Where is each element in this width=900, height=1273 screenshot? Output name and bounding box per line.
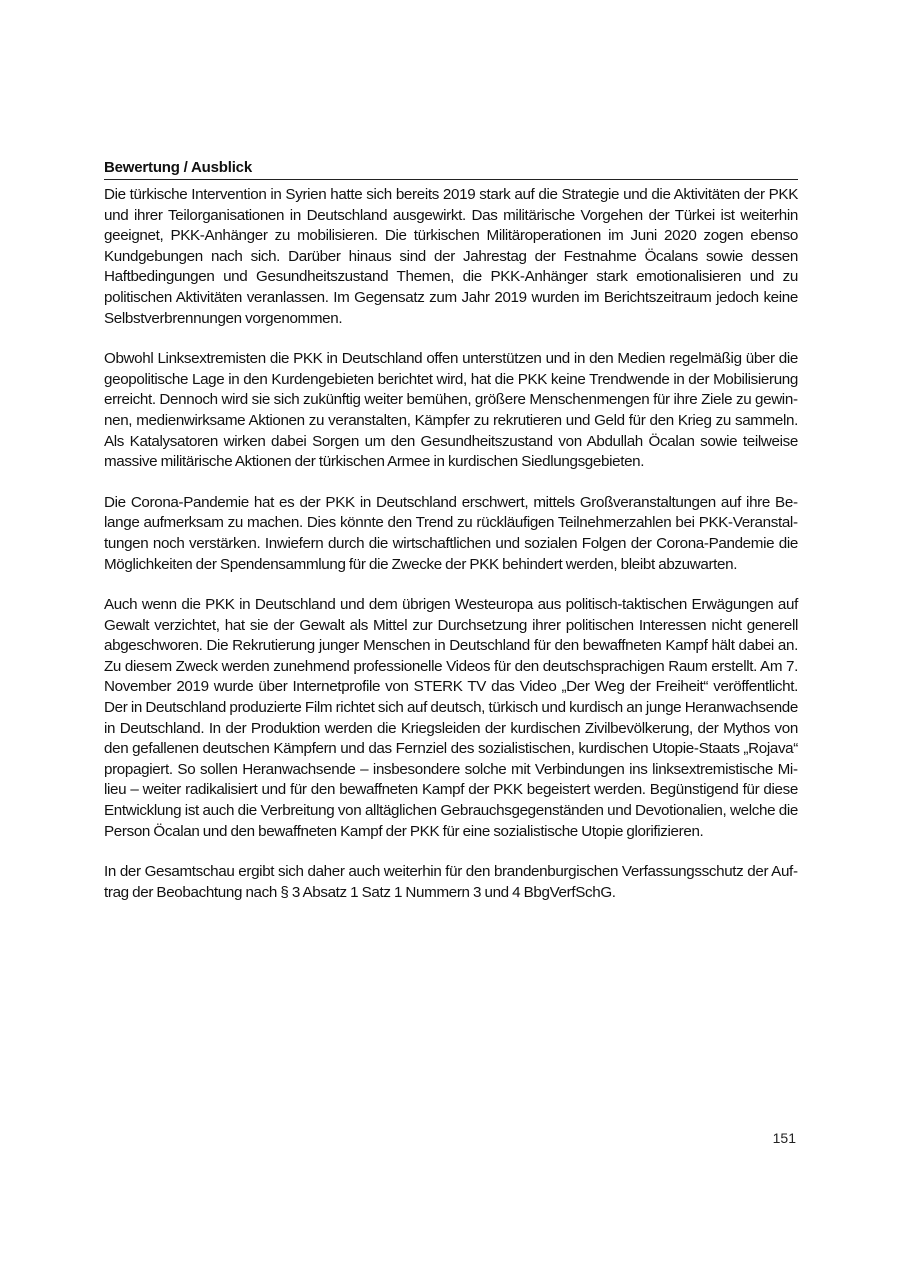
paragraph-intervention: Die türkische Intervention in Syrien hatte sich bereits 2019 stark auf die Strategie und die Aktivitäten der PKK und ihrer Teilorganisationen in Deutschland ausgewirkt. Das militärische Vorgehen der Türkei ist weiterhin geeignet, PKK-Anhänger zu mobilisieren. Die türkischen Militäroperationen im Juni 2020 zogen ebenso Kundgebungen nach sich. Darüber hinaus sind der Jahrestag der Festnahme Öcalans sowie dessen Haftbedingungen und Gesundheitszustand Themen, die PKK-Anhänger stark emotionalisieren und zu politischen Aktivitäten veranlassen. Im Gegensatz zum Jahr 2019 wurden im Berichtszeitraum jedoch keine Selbstverbrennungen vorgenommen.	[104, 186, 798, 327]
paragraph-corona: Die Corona-Pandemie hat es der PKK in Deutschland erschwert, mittels Großveranstaltungen auf ihre Belange aufmerksam zu machen. Dies könnte den Trend zu rückläufigen Teilnehmerzahlen bei PKK-Veranstaltungen noch verstärken. Inwiefern durch die wirtschaftlichen und sozialen Folgen der Corona-Pandemie die Möglichkeiten der Spendensammlung für die Zwecke der PKK behindert werden, bleibt abzuwarten.	[104, 493, 798, 573]
page-number: 151	[772, 1130, 796, 1146]
section-heading: Bewertung / Ausblick	[104, 158, 798, 180]
paragraph-violence: Auch wenn die PKK in Deutschland und dem übrigen Westeuropa aus politisch-taktischen Erwägungen auf Gewalt verzichtet, hat sie der Gewalt als Mittel zur Durchsetzung ihrer politischen Interessen nicht generell abgeschworen. Die Rekrutierung junger Menschen in Deutschland für den bewaffneten Kampf hält dabei an. Zu diesem Zweck werden zunehmend professionelle Videos für den deutschsprachigen Raum erstellt. Am 7. November 2019 wurde über Internetprofile von STERK TV das Video „Der Weg der Freiheit“ veröffentlicht. Der in Deutschland produzierte Film richtet sich auf deutsch, türkisch und kurdisch an junge Heranwachsende in Deutschland. In der Produktion werden die Kriegsleiden der kurdischen Zivilbevölkerung, der Mythos von den gefallenen deutschen Kämpfern und das Fernziel des sozialistischen, kurdischen Utopie-Staats „Rojava“ propagiert. So sollen Heranwachsende – insbesondere solche mit Verbindungen ins linksextremistische Milieu – weiter radikalisiert und für den bewaffneten Kampf der PKK begeistert werden. Begünstigend für diese Entwicklung ist auch die Verbreitung von alltäglichen Gebrauchsgegenständen und Devotionalien, welche die Person Öcalan und den bewaffneten Kampf der PKK für eine sozialistische Utopie glorifizieren.	[104, 596, 798, 840]
page-content	[104, 158, 798, 923]
paragraph-mobilization: Obwohl Linksextremisten die PKK in Deutschland offen unterstützen und in den Medien regelmäßig über die geopolitische Lage in den Kurdengebieten berichtet wird, hat die PKK keine Trendwende in der Mobilisierung erreicht. Dennoch wird sie sich zukünftig weiter bemühen, größere Menschenmengen für ihre Ziele zu gewinnen, medienwirksame Aktionen zu veranstalten, Kämpfer zu rekrutieren und Geld für den Krieg zu sammeln. Als Katalysatoren wirken dabei Sorgen um den Gesundheitszustand von Abdullah Öcalan sowie teilweise massive militärische Aktionen der türkischen Armee in kurdischen Siedlungsgebieten.	[104, 350, 798, 471]
paragraph-conclusion: In der Gesamtschau ergibt sich daher auch weiterhin für den brandenburgischen Verfassungsschutz der Auftrag der Beobachtung nach § 3 Absatz 1 Satz 1 Nummern 3 und 4 BbgVerfSchG.	[104, 863, 798, 901]
